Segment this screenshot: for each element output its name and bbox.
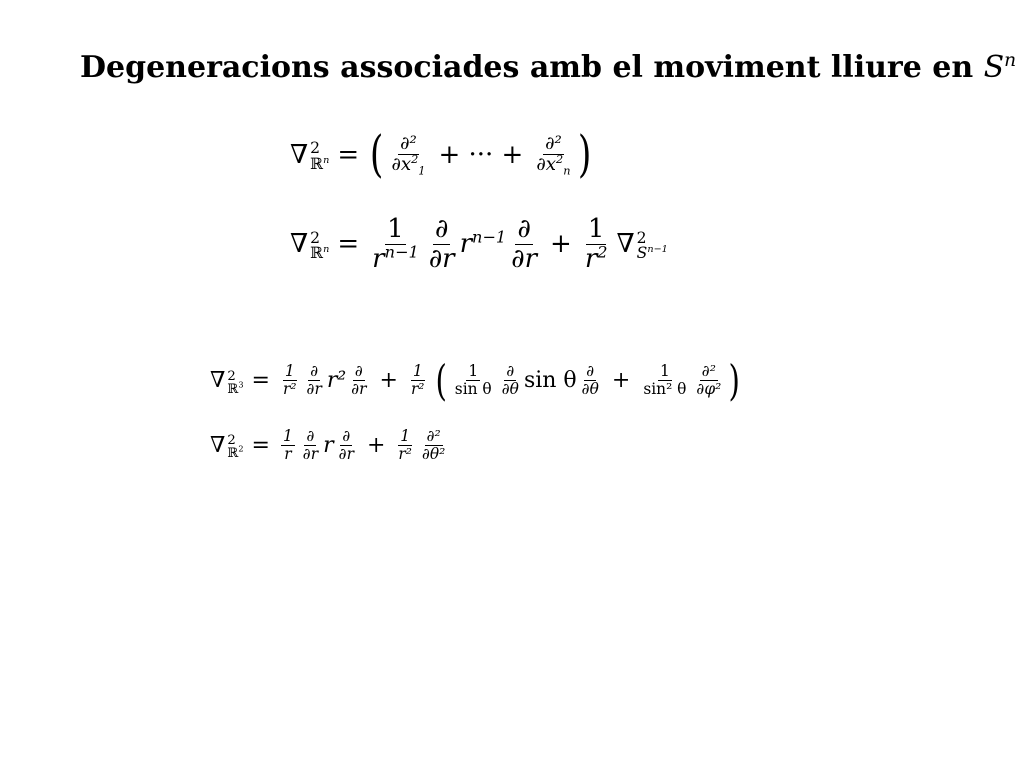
laplacian-lhs: ∇ 2 ℝ$^n$ xyxy=(290,139,330,173)
equation-laplacian-spherical-general: ∇ 2 ℝ$^n$ = $\frac{1}{r^{n-1}}$ $\frac{\partial}{\partial r}$ $r^{n-1}$ $\frac{\partial}{\partial r}$ + $\frac{1}{r^2}$ ∇ 2 $S^{n-1}$ xyxy=(290,214,668,274)
laplacian-lhs: ∇ 2 ℝ$^n$ xyxy=(290,228,330,263)
fraction-d-dr: $\frac{\partial}{\partial r}$ xyxy=(428,214,455,274)
fraction-1-rn1: $\frac{1}{r^{n-1}}$ xyxy=(372,214,419,274)
fraction-d-dr: $\frac{\partial}{\partial r}$ xyxy=(511,214,538,274)
fraction-d2-dxn: $\frac{\text{∂²}}{\partial x^2_n}$ xyxy=(536,133,571,178)
equation-laplacian-r2: ∇ 2 ℝ$^2$ = $\frac{1}{r}$ $\frac{\partial}{\partial r}$ r $\frac{\partial}{\partial r}$ + $\frac{1}{\text{r²}}$ $\frac{\text{∂²}}{\text{∂θ²}}$ xyxy=(210,427,446,463)
equation-laplacian-r3: ∇ 2 ℝ$^3$ = $\frac{1}{\text{r²}}$ $\frac{\partial}{\partial r}$ r² $\frac{\partial}{\partial r}$ + $\frac{1}{\text{r²}}$ ( $\frac{1}{\text{sin θ}}$ $\frac{\partial}{\partial\theta}$ sin θ $\frac{\partial}{\partial\theta}$ + $\frac{1}{\text{sin² θ}}$ $\frac{\text{∂²}}{\text{∂φ²}}$ ) xyxy=(210,356,741,405)
title-text: Degeneracions associades amb el moviment lliure en xyxy=(80,50,974,85)
slide-title xyxy=(80,50,1017,85)
laplacian-sphere: ∇ 2 $S^{n-1}$ xyxy=(616,228,668,263)
laplacian-lhs: ∇ 2 ℝ$^3$ xyxy=(210,368,244,397)
fraction-d2-dx1: $\frac{\text{∂²}}{\partial x^2_1}$ xyxy=(391,133,426,178)
laplacian-lhs: ∇ 2 ℝ$^2$ xyxy=(210,432,244,462)
equation-laplacian-cartesian: ∇ 2 ℝ$^n$ = ( $\frac{\text{∂²}}{\partial x^2_1}$ + ··· + $\frac{\text{∂²}}{\partial x^2_n}$ ) xyxy=(290,125,592,183)
title-variable: $S^n$ xyxy=(983,50,1017,85)
fraction-1-r2: $\frac{1}{r^2}$ xyxy=(584,214,608,274)
